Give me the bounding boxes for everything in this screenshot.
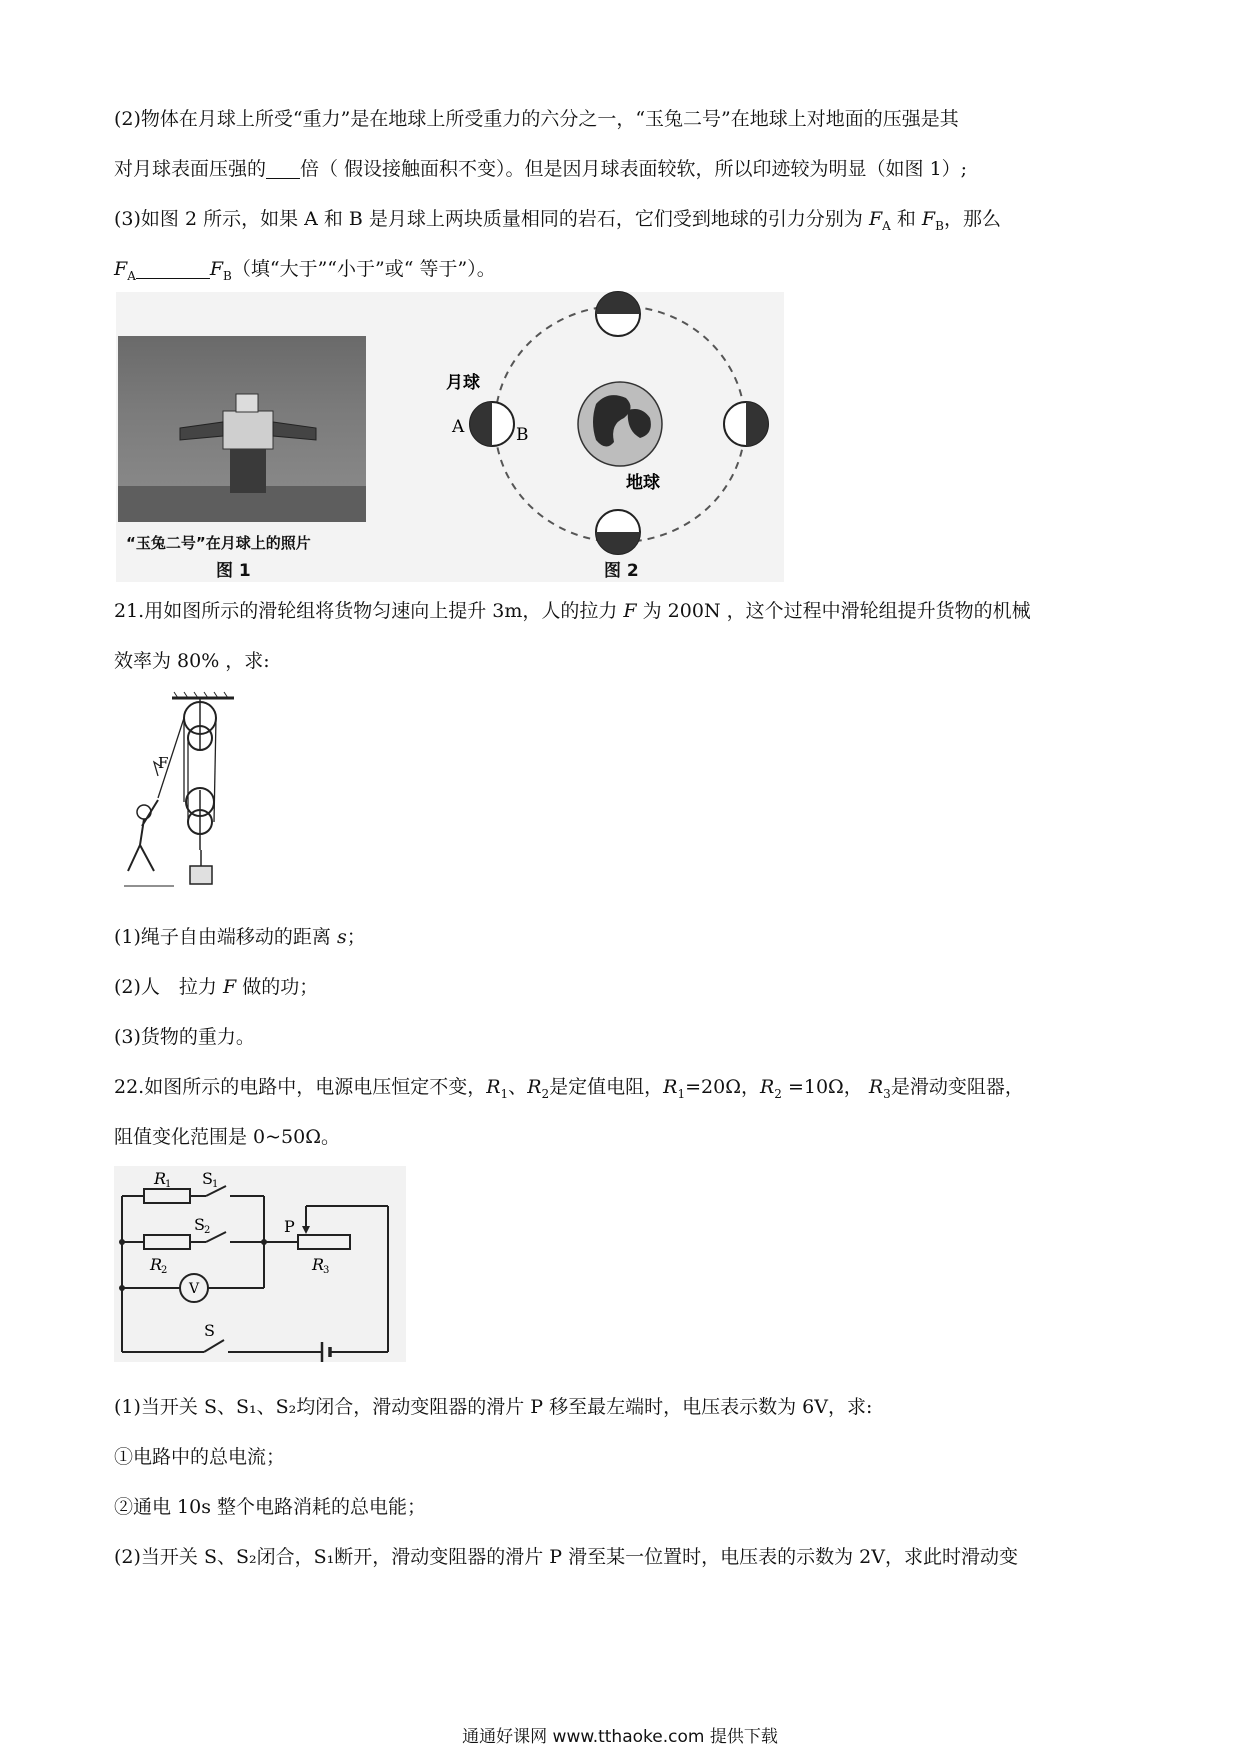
q22-sub1: (1)当开关 S、S₁、S₂均闭合，滑动变阻器的滑片 P 移至最左端时，电压表示数为 6V，求: [114,1396,873,1418]
conjunction: 和 [890,208,922,230]
fig-r2-sub: 2 [161,1265,168,1276]
resistor-symbol: R [868,1076,884,1098]
q21-sub2 [114,974,318,1000]
fig-s1-sub: 1 [212,1179,219,1190]
fig-s-label: S [204,1321,215,1340]
answer-blank [136,258,210,279]
footer-source: 通通好课网 www.tthaoke.com 提供下载 [462,1727,778,1747]
q21-line1 [114,598,1031,624]
fig1-label: 图 1 [216,561,251,581]
q22-sub1-1: ①电路中的总电流； [114,1446,286,1468]
resistor-symbol: R [663,1076,678,1098]
q22-line2: 阻值变化范围是 0~50Ω。 [114,1126,340,1148]
force-symbol: F [209,258,224,280]
q20-part3-text-b: ，那么 [943,208,1001,230]
fig2-label-b: B [516,425,529,445]
fig-s2-label: S [194,1215,205,1234]
r2-value: =10Ω， [781,1076,869,1098]
subscript: 1 [677,1086,686,1101]
fig-p-label: P [284,1217,295,1236]
distance-symbol: s [336,926,347,948]
s-switch [204,1340,224,1352]
q22-text-b: 是定值电阻， [549,1076,664,1098]
q21-sub2-text-a: (2)人 拉力 [114,976,223,998]
punct: ； [346,926,366,948]
fig2-orbit-diagram [446,292,784,582]
fig-force-label: F [158,754,169,772]
q21-text-a: 21.用如图所示的滑轮组将货物匀速向上提升 3m，人的拉力 [114,600,624,622]
q20-part3-text-c: （填“大于”“小于”或“ 等于”）。 [231,258,496,280]
fig2-label-a: A [452,417,465,437]
subscript: 2 [774,1086,782,1101]
q21-sub2-text-b: 做的功； [236,976,319,998]
fig-r1-label: R [154,1169,167,1188]
movable-pulley-icon [186,788,214,850]
separator: 、 [508,1076,528,1098]
moon-bottom-icon [596,510,640,554]
fig2-earth-label: 地球 [626,473,660,493]
moon-right-icon [724,402,768,446]
q22-text-c: 是滑动变阻器， [890,1076,1024,1098]
q21-line2: 效率为 80% ，求: [114,650,270,672]
circuit-diagram [114,1166,406,1362]
q21-text-b: 为 200N ，这个过程中滑轮组提升货物的机械 [636,600,1031,622]
q22-sub1-2: ②通电 10s 整个电路消耗的总电能； [114,1496,427,1518]
q20-part2-line2 [114,156,967,182]
fig-v-label: V [189,1281,200,1297]
q20-part2-text-b: 倍（ 假设接触面积不变）。但是因月球表面较软，所以印迹较为明显（如图 1）; [300,158,968,180]
fig-r3-label: R [312,1255,325,1274]
fig2-moon-label: 月球 [446,373,480,393]
resistor-symbol: R [527,1076,542,1098]
r1-resistor [144,1189,190,1203]
fig-r3-sub: 3 [323,1265,330,1276]
force-symbol: F [868,208,883,230]
force-symbol: F [222,976,237,998]
q20-part2-line1: (2)物体在月球上所受“重力”是在地球上所受重力的六分之一，“玉兔二号”在地球上对地面的压强是其 [114,108,959,130]
force-subscript: A [127,268,136,283]
fig-r2-label: R [150,1255,163,1274]
force-symbol: F [921,208,936,230]
force-subscript: B [223,268,232,283]
moon-left-icon [470,402,514,446]
q20-part3-line2 [114,256,496,289]
person-icon [128,800,158,871]
rover-icon [118,336,366,522]
q20-part3-line1 [114,206,1001,239]
fig2-label: 图 2 [604,561,639,581]
subscript: 2 [541,1086,550,1101]
subscript: 1 [500,1086,509,1101]
subscript: 3 [883,1086,891,1101]
force-subscript: B [935,218,944,233]
q20-part2-text-a: 对月球表面压强的 [114,158,267,180]
resistor-symbol: R [486,1076,501,1098]
q22-line1 [114,1074,1024,1107]
fig1-photo [118,336,366,522]
r2-resistor [144,1235,190,1249]
q21-sub3: (3)货物的重力。 [114,1026,255,1048]
resistor-symbol: R [759,1076,775,1098]
moon-top-icon [596,292,640,336]
fig-s1-label: S [202,1169,213,1188]
fig-s2-sub: 2 [204,1225,211,1236]
figures-panel [116,292,784,582]
pulley-system-figure [114,690,244,898]
r3-rheostat [298,1235,350,1249]
fig-r1-sub: 1 [165,1179,172,1190]
q20-part3-text-a: (3)如图 2 所示，如果 A 和 B 是月球上两块质量相同的岩石，它们受到地球的引力分别为 [114,208,869,230]
force-subscript: A [882,218,891,233]
cargo-icon [190,866,212,884]
q22-text-a: 22.如图所示的电路中，电源电压恒定不变， [114,1076,487,1098]
fixed-pulley-icon [184,698,216,750]
force-symbol: F [114,258,128,280]
q21-sub1 [114,924,366,950]
fig1-caption: “玉兔二号”在月球上的照片 [126,534,311,552]
q22-sub2: (2)当开关 S、S₂闭合，S₁断开，滑动变阻器的滑片 P 滑至某一位置时，电压表的示数为 2V，求此时滑动变 [114,1546,1018,1568]
answer-blank [266,158,300,179]
r1-value: =20Ω， [685,1076,760,1098]
force-symbol: F [623,600,637,622]
q21-sub1-text: (1)绳子自由端移动的距离 [114,926,337,948]
